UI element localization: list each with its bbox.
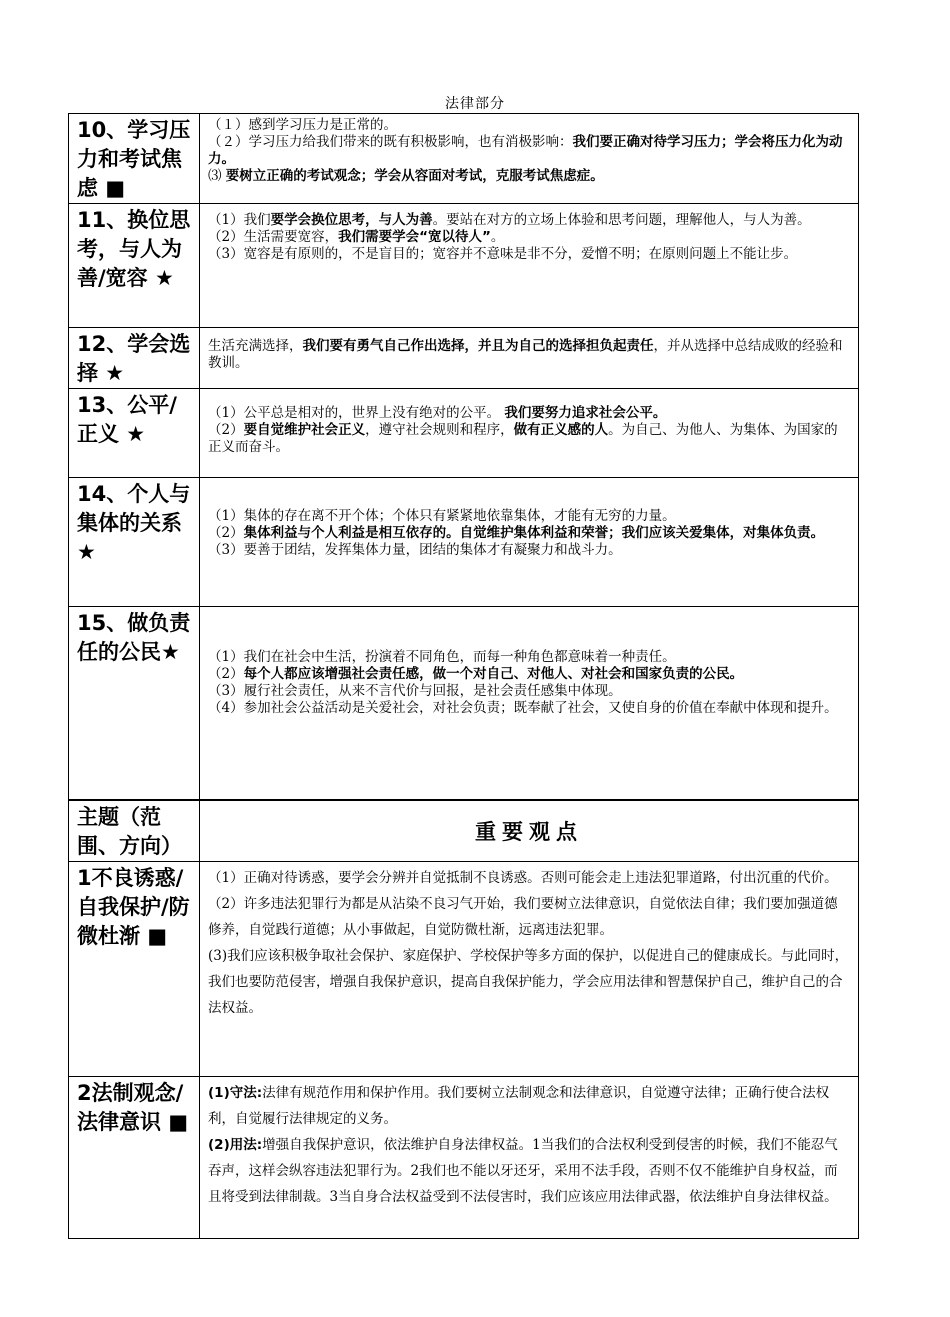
points-cell: [200, 861, 859, 1076]
point-text: （3）履行社会责任，从来不言代价与回报，是社会责任感集中体现。: [208, 683, 622, 699]
table-row: [69, 478, 859, 607]
point-paragraph: [208, 117, 850, 134]
point-text: （2）: [208, 422, 244, 438]
law-points-table: [68, 113, 859, 1239]
key-point-text: 我们要有勇气自己作出选择，并且为自己的选择担负起责任: [302, 338, 654, 354]
point-paragraph: [208, 338, 850, 372]
point-paragraph: [208, 943, 850, 1021]
point-text: ⑶: [208, 168, 226, 184]
point-text: （2）生活需要宽容，: [208, 229, 339, 245]
points-cell: [200, 1076, 859, 1238]
points-cell: [200, 114, 859, 204]
point-text: （4）参加社会公益活动是关爱社会，对社会负责；既奉献了社会，又使自身的价值在奉献中体现和提升。: [208, 700, 838, 716]
table-row: [69, 114, 859, 204]
topic-text: 13、公平/正义 ★: [77, 393, 177, 446]
topic-cell: [69, 607, 200, 800]
point-text: 。: [490, 229, 505, 245]
points-cell: [200, 607, 859, 800]
header-topic-cell: [69, 800, 200, 862]
point-text: 法律有规范作用和保护作用。我们要树立法制观念和法律意识，自觉遵守法律；正确行使合法权利，自觉履行法律规定的义务。: [208, 1084, 830, 1127]
point-text: （1）集体的存在离不开个体；个体只有紧紧地依靠集体，才能有无穷的力量。: [208, 508, 676, 524]
topic-cell: [69, 478, 200, 607]
key-point-text: 我们要正确对待学习压力；学会将压力化为动力。: [208, 134, 843, 167]
point-text: （1）我们在社会中生活，扮演着不同角色，而每一种角色都意味着一种责任。: [208, 649, 676, 665]
topic-text: 14、个人与集体的关系★: [77, 482, 191, 564]
point-text: 增强自我保护意识，依法维护自身法律权益。1当我们的合法权利受到侵害的时候，我们不能忍气吞声，这样会纵容违法犯罪行为。2我们也不能以牙还牙，采用不法手段，否则不仅不能维护自身权益，而且将受到法律制裁。3当自身合法权益受到不法侵害时，我们应该应用法律武器，依法维护自身法律权益。: [208, 1136, 838, 1205]
topic-cell: [69, 861, 200, 1076]
table-row: [69, 1076, 859, 1238]
header-topic-label: 主题（范围、方向）: [77, 804, 182, 858]
point-paragraph: [208, 542, 850, 559]
header-points-label: 重要观点: [475, 819, 583, 844]
point-paragraph: [208, 168, 850, 185]
key-point-text: (1)守法:: [208, 1084, 263, 1101]
topic-text: 10、学习压力和考试焦虑 ■: [77, 118, 191, 200]
point-paragraph: [208, 666, 850, 683]
point-paragraph: [208, 525, 850, 542]
point-paragraph: [208, 422, 850, 456]
point-text: （１）感到学习压力是正常的。: [208, 117, 397, 133]
point-text: （2）: [208, 525, 244, 541]
table-row: [69, 328, 859, 389]
point-text: （２）学习压力给我们带来的既有积极影响，也有消极影响：: [208, 134, 573, 150]
header-row: [69, 800, 859, 862]
point-text: （1）我们: [208, 212, 271, 228]
key-point-text: 做有正义感的人: [513, 422, 609, 438]
point-paragraph: [208, 891, 850, 943]
key-point-text: 我们要努力追求社会公平。: [504, 405, 667, 421]
key-point-text: 我们需要学会“宽以待人”: [338, 229, 491, 245]
point-paragraph: [208, 700, 850, 717]
point-text: （3）要善于团结，发挥集体力量，团结的集体才有凝聚力和战斗力。: [208, 542, 622, 558]
point-text: （3）宽容是有原则的，不是盲目的；宽容并不意味是非不分，爱憎不明；在原则问题上不能让步。: [208, 246, 798, 262]
page-title: 法律部分: [445, 96, 505, 112]
point-paragraph: [208, 865, 850, 891]
table-row: [69, 607, 859, 800]
table-row: [69, 389, 859, 478]
points-cell: [200, 328, 859, 389]
point-paragraph: [208, 508, 850, 525]
topic-cell: [69, 389, 200, 478]
point-text: （1）正确对待诱惑，要学会分辨并自觉抵制不良诱惑。否则可能会走上违法犯罪道路，付出沉重的代价。: [208, 869, 838, 886]
points-cell: [200, 389, 859, 478]
topic-text: 15、做负责任的公民★: [77, 611, 191, 664]
point-text: (3)我们应该积极争取社会保护、家庭保护、学校保护等多方面的保护，以促进自己的健康成长。与此同时，我们也要防范侵害，增强自我保护意识，提高自我保护能力，学会应用法律和智慧保护自己，维护自己的合法权益。: [208, 947, 849, 1016]
point-paragraph: [208, 229, 850, 246]
point-paragraph: [208, 212, 850, 229]
point-paragraph: [208, 405, 850, 422]
point-paragraph: [208, 683, 850, 700]
topic-cell: [69, 1076, 200, 1238]
point-paragraph: [208, 246, 850, 263]
point-paragraph: [208, 1080, 850, 1132]
point-text: 。为自己、为他人、为集体、为国家的正义而奋斗。: [208, 422, 838, 455]
key-point-text: 要学会换位思考，与人为善: [270, 212, 433, 228]
table-row: [69, 204, 859, 328]
point-paragraph: [208, 649, 850, 666]
key-point-text: 要自觉维护社会正义: [243, 422, 366, 438]
topic-text: 1不良诱惑/自我保护/防微杜渐 ■: [77, 865, 190, 948]
point-text: ，遵守社会规则和程序，: [365, 422, 514, 438]
topic-text: 12、学会选择 ★: [77, 332, 191, 385]
points-cell: [200, 204, 859, 328]
point-text: （2）许多违法犯罪行为都是从沾染不良习气开始，我们要树立法律意识，自觉依法自律；我们要加强道德修养，自觉践行道德；从小事做起，自觉防微杜渐，远离违法犯罪。: [208, 895, 838, 938]
topic-text: 11、换位思考，与人为善/宽容 ★: [77, 208, 191, 290]
topic-text: 2法制观念/法律意识 ■: [77, 1080, 189, 1134]
key-point-text: 集体利益与个人利益是相互依存的。自觉维护集体利益和荣誉；我们应该关爱集体，对集体负责。: [243, 525, 825, 541]
point-text: ，并从选择中总结成败的经验和教训。: [208, 338, 843, 371]
key-point-text: 要树立正确的考试观念；学会从容面对考试，克服考试焦虑症。: [225, 168, 604, 184]
point-text: 。要站在对方的立场上体验和思考问题，理解他人，与人为善。: [432, 212, 811, 228]
point-text: （1）公平总是相对的，世界上没有绝对的公平。: [208, 405, 505, 421]
key-point-text: 每个人都应该增强社会责任感，做一个对自己、对他人、对社会和国家负责的公民。: [243, 666, 744, 682]
points-cell: [200, 478, 859, 607]
table-row: [69, 861, 859, 1076]
point-text: 生活充满选择，: [208, 338, 303, 354]
topic-cell: [69, 328, 200, 389]
point-paragraph: [208, 1132, 850, 1210]
key-point-text: (2)用法:: [208, 1136, 263, 1153]
header-points-cell: [200, 800, 859, 862]
topic-cell: [69, 114, 200, 204]
point-paragraph: [208, 134, 850, 168]
point-text: （2）: [208, 666, 244, 682]
topic-cell: [69, 204, 200, 328]
